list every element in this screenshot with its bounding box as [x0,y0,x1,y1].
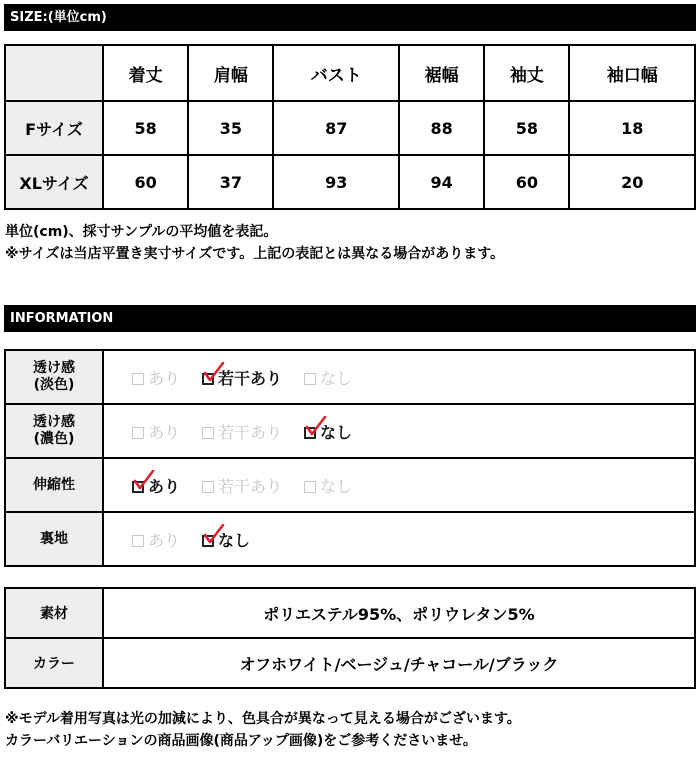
checkbox-icon [202,427,214,439]
option-label: 若干あり [218,476,283,496]
option-label: なし [320,422,353,442]
col-header: 袖口幅 [569,45,695,101]
option-label: 若干あり [218,368,283,388]
checkbox-icon [132,373,144,385]
option-checked [202,528,250,551]
row-label: XLサイズ [5,155,103,209]
material-value: ポリエステル95%、ポリウレタン5% [103,588,695,638]
checkbox-icon [304,427,316,439]
option-checked [132,474,180,497]
option-unchecked [132,528,180,551]
size-cell: 88 [399,101,484,155]
option-unchecked [132,420,180,443]
option-unchecked [304,474,352,497]
checkbox-icon [132,427,144,439]
corner-cell [5,45,103,101]
material-row [5,588,695,638]
option-unchecked [132,366,180,389]
option-label: なし [320,368,353,388]
footer-note: ※モデル着用写真は光の加減により、色具合が異なって見える場合がございます。 [5,711,521,727]
size-cell: 87 [273,101,399,155]
material-table [4,587,696,689]
option-unchecked [202,474,282,497]
option-label: なし [320,476,353,496]
information-label [5,404,103,458]
size-cell: 60 [484,155,569,209]
col-header: 着丈 [103,45,188,101]
option-label: あり [148,530,181,550]
color-value: オフホワイト/ベージュ/チャコール/ブラック [103,638,695,688]
information-label-line: 伸縮性 [33,476,75,493]
size-section-header: SIZE:(単位cm) [4,4,696,31]
information-label [5,458,103,512]
size-cell: 20 [569,155,695,209]
information-section-header: INFORMATION [4,305,696,332]
information-label [5,512,103,566]
checkbox-icon [202,373,214,385]
information-row [5,350,695,404]
size-cell: 93 [273,155,399,209]
information-table [4,349,696,567]
information-options [103,512,695,566]
option-unchecked [202,420,282,443]
size-disclaimer: ※サイズは当店平置き実寸サイズです。上記の表記とは異なる場合があります。 [5,246,505,262]
size-cell: 58 [484,101,569,155]
check-mark-icon [305,416,327,438]
option-label: 若干あり [218,422,283,442]
size-note: 単位(cm)、採寸サンプルの平均値を表記。 [5,224,278,240]
information-label-sub: (淡色) [33,377,75,393]
size-table [4,44,696,210]
size-header-row [5,45,695,101]
row-label: Fサイズ [5,101,103,155]
checkbox-icon [304,373,316,385]
size-cell: 35 [188,101,273,155]
col-header: 袖丈 [484,45,569,101]
information-options [103,404,695,458]
option-label: なし [218,530,251,550]
check-mark-icon [203,362,225,384]
checkbox-icon [202,535,214,547]
size-cell: 37 [188,155,273,209]
option-checked [304,420,352,443]
information-label-sub: (濃色) [33,431,75,447]
option-label: あり [148,422,181,442]
color-row [5,638,695,688]
option-unchecked [304,366,352,389]
information-options [103,350,695,404]
checkbox-icon [132,481,144,493]
check-mark-icon [133,470,155,492]
size-cell: 94 [399,155,484,209]
size-row [5,101,695,155]
size-cell: 58 [103,101,188,155]
footer-note-2: カラーバリエーションの商品画像(商品アップ画像)をご参考くださいませ。 [5,733,477,749]
checkbox-icon [132,535,144,547]
information-options [103,458,695,512]
size-cell: 18 [569,101,695,155]
option-label: あり [148,368,181,388]
information-row [5,404,695,458]
color-label: カラー [5,638,103,688]
col-header: 肩幅 [188,45,273,101]
information-label-line: 裏地 [40,530,68,547]
col-header: 裾幅 [399,45,484,101]
information-label-line: 透け感 [33,360,75,376]
check-mark-icon [203,524,225,546]
option-checked [202,366,282,389]
option-label: あり [148,476,181,496]
information-label [5,350,103,404]
size-row [5,155,695,209]
col-header: バスト [273,45,399,101]
checkbox-icon [304,481,316,493]
information-row [5,458,695,512]
information-label-line: 透け感 [33,414,75,430]
information-row [5,512,695,566]
material-label: 素材 [5,588,103,638]
checkbox-icon [202,481,214,493]
size-cell: 60 [103,155,188,209]
